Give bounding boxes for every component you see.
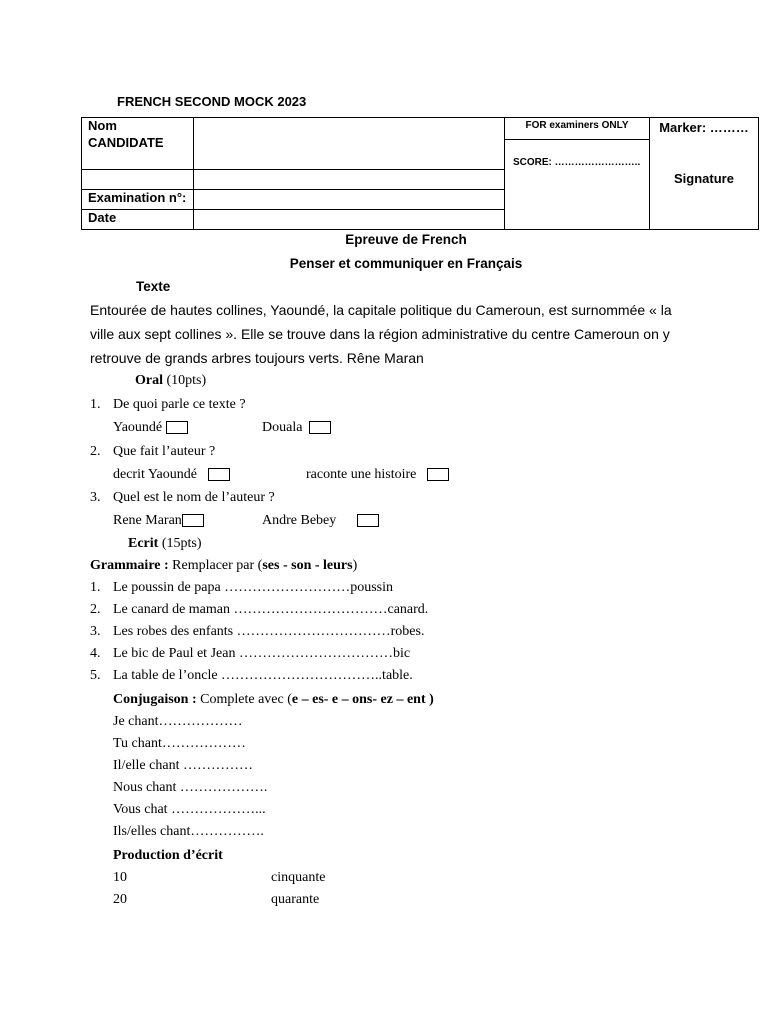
- checkbox[interactable]: [208, 468, 230, 481]
- row-word: quarante: [271, 892, 320, 907]
- conjugaison-choices: e – es- e – ons- ez – ent ): [291, 692, 434, 707]
- question-1: [90, 397, 246, 413]
- list-item: Ils/elles chant…………….: [113, 824, 264, 839]
- question-number: 1.: [90, 397, 101, 412]
- passage-line-2: ville aux sept collines ». Elle se trouve dans la région administrative du centre Cameroun on y: [90, 326, 670, 342]
- q2-option-decrit[interactable]: [113, 467, 230, 483]
- question-text: De quoi parle ce texte ?: [113, 397, 246, 412]
- list-item: Tu chant………………: [113, 736, 246, 751]
- checkbox[interactable]: [357, 514, 379, 527]
- q2-option-raconte[interactable]: [306, 467, 449, 483]
- question-number: 2.: [90, 444, 101, 459]
- oral-points: (10pts): [163, 373, 207, 388]
- list-item: Vous chat ………………...: [113, 802, 266, 817]
- date-label: Date: [82, 209, 194, 229]
- q1-option-yaounde[interactable]: [113, 420, 188, 436]
- option-label: Rene Maran: [113, 513, 182, 528]
- checkbox[interactable]: [427, 468, 449, 481]
- checkbox[interactable]: [309, 421, 331, 434]
- row-number: 10: [113, 870, 127, 885]
- option-label: decrit Yaoundé: [113, 467, 197, 482]
- question-2: [90, 444, 216, 460]
- grammaire-instruction: Remplacer par (: [168, 558, 263, 573]
- oral-heading: [135, 373, 206, 389]
- blank-label-cell: [82, 170, 194, 189]
- grammaire-list: [90, 580, 429, 690]
- score-field: SCORE: ……………………..: [513, 157, 641, 168]
- item-number: 4.: [90, 646, 101, 661]
- item-number: 5.: [90, 668, 101, 683]
- candidate-info-table: [81, 117, 759, 230]
- nom-label: Nom: [88, 118, 117, 133]
- list-item: Je chant………………: [113, 714, 243, 729]
- item-number: 1.: [90, 580, 101, 595]
- conjugaison-label: Conjugaison :: [113, 692, 197, 707]
- grammaire-choices: ses - son - leurs: [262, 558, 353, 573]
- examiners-label: FOR examiners ONLY: [505, 118, 649, 140]
- list-item: [90, 646, 411, 668]
- blank-input-cell[interactable]: [194, 170, 505, 189]
- exam-no-input[interactable]: [194, 189, 505, 209]
- examiners-cell: [505, 118, 650, 230]
- ecrit-label: Ecrit: [128, 536, 159, 551]
- grammaire-close: ): [352, 558, 358, 573]
- date-input[interactable]: [194, 209, 505, 229]
- conjugaison-heading: [113, 692, 434, 708]
- question-text: Que fait l’auteur ?: [113, 444, 216, 459]
- row-number: 20: [113, 892, 127, 907]
- q1-option-douala[interactable]: [262, 420, 331, 436]
- list-item: [90, 580, 393, 602]
- exam-no-label: Examination n°:: [82, 189, 194, 209]
- checkbox[interactable]: [166, 421, 188, 434]
- item-text: Le canard de maman ……………………………canard.: [113, 602, 429, 617]
- passage-line-3: retrouve de grands arbres toujours verts. Rêne Maran: [90, 350, 424, 366]
- q3-option-andre[interactable]: [262, 513, 379, 529]
- question-text: Quel est le nom de l’auteur ?: [113, 490, 275, 505]
- page-title: FRENCH SECOND MOCK 2023: [117, 94, 307, 109]
- option-label: Yaoundé: [113, 420, 163, 435]
- item-text: Le poussin de papa ………………………poussin: [113, 580, 393, 595]
- exam-subtitle: Penser et communiquer en Français: [289, 256, 523, 271]
- list-item: [90, 668, 413, 690]
- q3-option-rene[interactable]: [113, 513, 204, 529]
- name-input-cell[interactable]: [194, 118, 505, 170]
- list-item: Il/elle chant ……………: [113, 758, 253, 773]
- list-item: Nous chant ……………….: [113, 780, 268, 795]
- passage-line-1: Entourée de hautes collines, Yaoundé, la capitale politique du Cameroun, est surnommée « la: [90, 302, 672, 318]
- checkbox[interactable]: [182, 514, 204, 527]
- item-number: 2.: [90, 602, 101, 617]
- item-number: 3.: [90, 624, 101, 639]
- question-number: 3.: [90, 490, 101, 505]
- name-label-cell: [82, 118, 194, 170]
- option-label: Andre Bebey: [262, 513, 337, 528]
- texte-heading: Texte: [136, 279, 171, 294]
- candidate-label: CANDIDATE: [88, 135, 164, 150]
- oral-label: Oral: [135, 373, 163, 388]
- grammaire-heading: [90, 558, 357, 574]
- option-label: raconte une histoire: [306, 467, 417, 482]
- option-label: Douala: [262, 420, 303, 435]
- list-item: [90, 624, 425, 646]
- ecrit-points: (15pts): [158, 536, 202, 551]
- item-text: La table de l’oncle ……………………………..table.: [113, 668, 413, 683]
- signature-label: Signature: [674, 171, 734, 186]
- marker-field: Marker: ………: [659, 120, 749, 135]
- question-3: [90, 490, 275, 506]
- marker-cell: [650, 118, 759, 230]
- ecrit-heading: [128, 536, 202, 552]
- production-row: [113, 892, 320, 908]
- item-text: Le bic de Paul et Jean ……………………………bic: [113, 646, 411, 661]
- exam-heading: Epreuve de French: [345, 232, 467, 247]
- conjugaison-list: [113, 714, 267, 846]
- item-text: Les robes des enfants ……………………………robes.: [113, 624, 425, 639]
- list-item: [90, 602, 429, 624]
- grammaire-label: Grammaire :: [90, 558, 169, 573]
- row-word: cinquante: [271, 870, 326, 885]
- production-heading: Production d’écrit: [113, 848, 223, 863]
- production-row: [113, 870, 326, 886]
- conjugaison-instruction: Complete avec (: [196, 692, 292, 707]
